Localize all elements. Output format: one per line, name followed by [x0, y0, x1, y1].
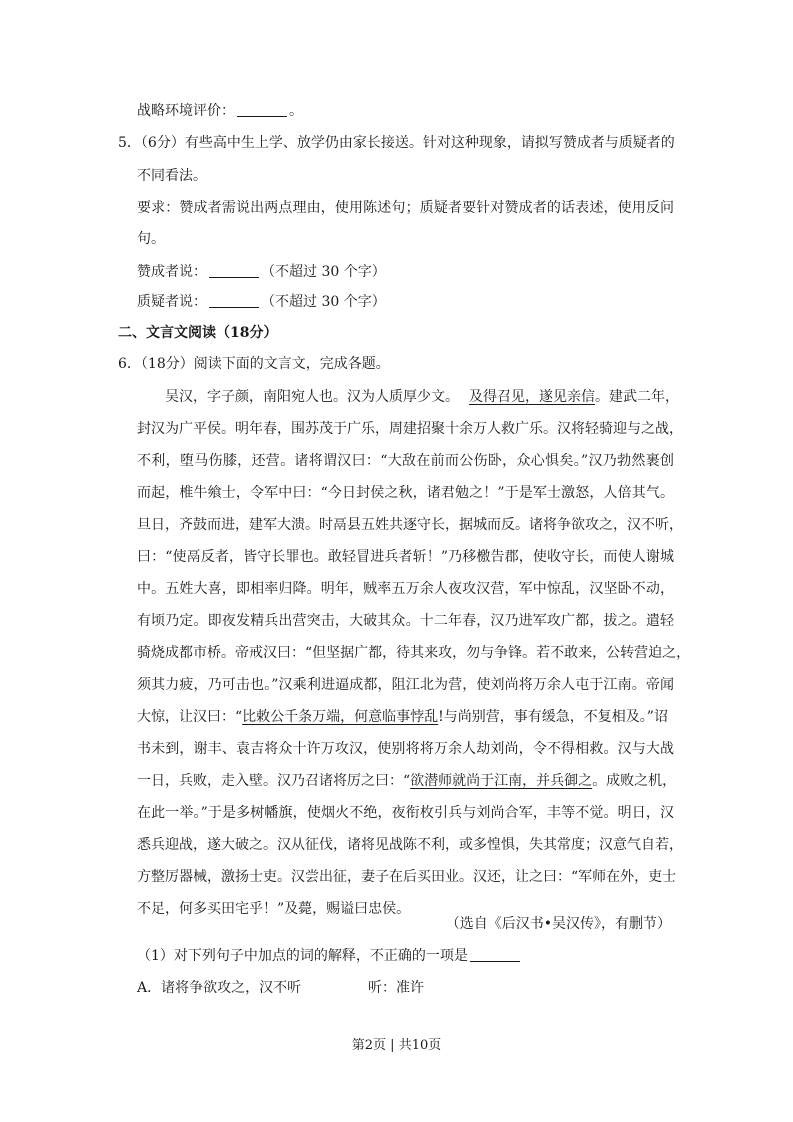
passage-line-10	[137, 675, 674, 695]
passage-text: 须其力疲，乃可击也。”汉乘利进逼成都，阻江北为营，使刘尚将万余人屯于江南。帝闻	[137, 677, 674, 693]
passage-text: 中。五姓大喜，即相率归降。明年，贼率五万余人夜攻汉营，军中惊乱，汉坚卧不动，	[137, 581, 674, 597]
passage-text: 在此一举。”于是多树幡旗，使烟火不绝，夜衔枚引兵与刘尚合军，丰等不觉。明日，汉	[137, 805, 674, 821]
underlined-sentence-3: 欲潜师就尚于江南，并兵御之	[410, 773, 593, 789]
passage-source: （选自《后汉书•吴汉传》，有删节）	[445, 916, 671, 932]
option-a-gloss: 听：准许	[368, 980, 424, 996]
passage-text: 曰：“使鬲反者，皆守长罪也。敢轻冒进兵者斩！”乃移檄告郡，使收守长，而使人谢城	[137, 549, 674, 565]
passage-text: 悉兵迎战，遂大破之。汉从征伐，诸将见战陈不利，或多惶惧，失其常度；汉意气自若，	[137, 837, 683, 853]
passage-text: 有顷乃定。即夜发精兵出营突击，大破其众。十二年春，汉乃进军攻广都，拔之。遣轻	[137, 613, 674, 629]
q4-tail-end: 。	[289, 103, 303, 119]
passage-line-5	[137, 515, 683, 535]
doubt-label: 质疑者说：	[137, 294, 207, 310]
passage-line-16	[137, 867, 677, 887]
passage-text: !与尚别营，事有缓急，不复相及。”诏	[438, 709, 668, 725]
q4-tail-label: 战略环境评价：	[137, 103, 235, 119]
passage-line-14	[137, 803, 674, 823]
q5-line2: 不同看法。	[137, 168, 207, 184]
passage-text: 封汉为广平侯。明年春，围苏茂于广乐，周建招聚十余万人救广乐。汉将轻骑迎与之战，	[137, 421, 683, 437]
q4-tail-line	[137, 101, 303, 121]
passage-line-8	[137, 611, 674, 631]
passage-text: 书未到，谢丰、袁吉将众十许万攻汉，使别将将万余人劫刘尚，令不得相救。汉与大战	[137, 741, 674, 757]
q5-req1-text: 要求：赞成者需说出两点理由，使用陈述句；质疑者要针对赞成者的话表述，使用反问	[137, 200, 674, 216]
passage-line-1	[165, 387, 679, 407]
passage-text: 。建武二年，	[595, 389, 679, 405]
underlined-sentence-2: 比敕公千条万端，何意临事悖乱	[242, 709, 439, 725]
passage-line-12	[137, 739, 674, 759]
passage-text: 。成败之机，	[592, 773, 677, 789]
passage-line-9	[137, 643, 691, 663]
passage-text: 不利，堕马伤膝，还营。诸将谓汉曰：“大敌在前而公伤卧，众心惧矣。”汉乃勃然裹创	[137, 453, 674, 469]
passage-text: 骑烧成都市桥。帝戒汉曰：“但坚据广都，待其来攻，勿与争锋。若不敢来，公转营迫之，	[137, 645, 691, 661]
q5-line1	[118, 133, 674, 153]
answer-blank[interactable]	[237, 102, 287, 117]
sub-question-1-blank[interactable]	[470, 947, 520, 962]
passage-text: 大惊，让汉曰：“	[137, 709, 243, 725]
passage-line-4	[137, 483, 674, 503]
passage-text: 方整厉器械，激扬士吏。汉尝出征，妻子在后买田业。汉还，让之曰：“军师在外，吏士	[137, 869, 677, 885]
passage-text: 而起，椎牛飨士，令军中曰：“今日封侯之秋，诸君勉之！”于是军士激怒，人倍其气。	[137, 485, 674, 501]
q5-support-line	[137, 262, 386, 282]
passage-text: 一日，兵败，走入壁。汉乃召诸将厉之曰：“	[137, 773, 411, 789]
q5-req2: 句。	[137, 231, 165, 247]
option-a	[137, 978, 301, 998]
passage-line-6	[137, 547, 674, 567]
passage-line-11	[137, 707, 668, 727]
support-answer-blank[interactable]	[209, 263, 259, 278]
total-pages: 共10页	[398, 1038, 442, 1053]
passage-text: 吴汉，字子颜，南阳宛人也。汉为人质厚少文。	[165, 389, 459, 405]
page-number: 第2页	[351, 1038, 387, 1053]
doubt-note: （不超过 30 个字）	[261, 294, 386, 310]
q5-doubt-line	[137, 292, 386, 312]
q6-intro: 6．（18分）阅读下面的文言文，完成各题。	[118, 356, 390, 372]
passage-line-15	[137, 835, 683, 855]
underlined-sentence-1: 及得召见，遂见亲信	[469, 389, 595, 405]
passage-line-3	[137, 451, 674, 471]
sub-question-1-text: （1）对下列句子中加点的词的解释，不正确的一项是	[137, 948, 468, 964]
support-note: （不超过 30 个字）	[261, 264, 386, 280]
page-footer	[0, 1037, 793, 1055]
q5-text1: 5．（6分）有些高中生上学、放学仍由家长接送。针对这种现象，请拟写赞成者与质疑者的	[118, 135, 675, 151]
passage-line-7	[137, 579, 674, 599]
passage-text: 旦日，齐鼓而进，建军大溃。时鬲县五姓共逐守长，据城而反。诸将争欲攻之，汉不听，	[137, 517, 683, 533]
footer-separator: |	[390, 1038, 395, 1053]
q5-req1	[137, 198, 674, 218]
section-title: 二、文言文阅读（18分）	[118, 325, 278, 341]
sub-question-1	[137, 946, 522, 966]
passage-line-2	[137, 419, 683, 439]
passage-line-17: 不足，何多买田宅乎！”及薨，赐谥曰忠侯。	[137, 901, 411, 917]
support-label: 赞成者说：	[137, 264, 207, 280]
doubt-answer-blank[interactable]	[209, 293, 259, 308]
option-a-text: A．诸将争欲攻之，汉不听	[137, 980, 302, 996]
passage-line-13	[137, 771, 676, 791]
